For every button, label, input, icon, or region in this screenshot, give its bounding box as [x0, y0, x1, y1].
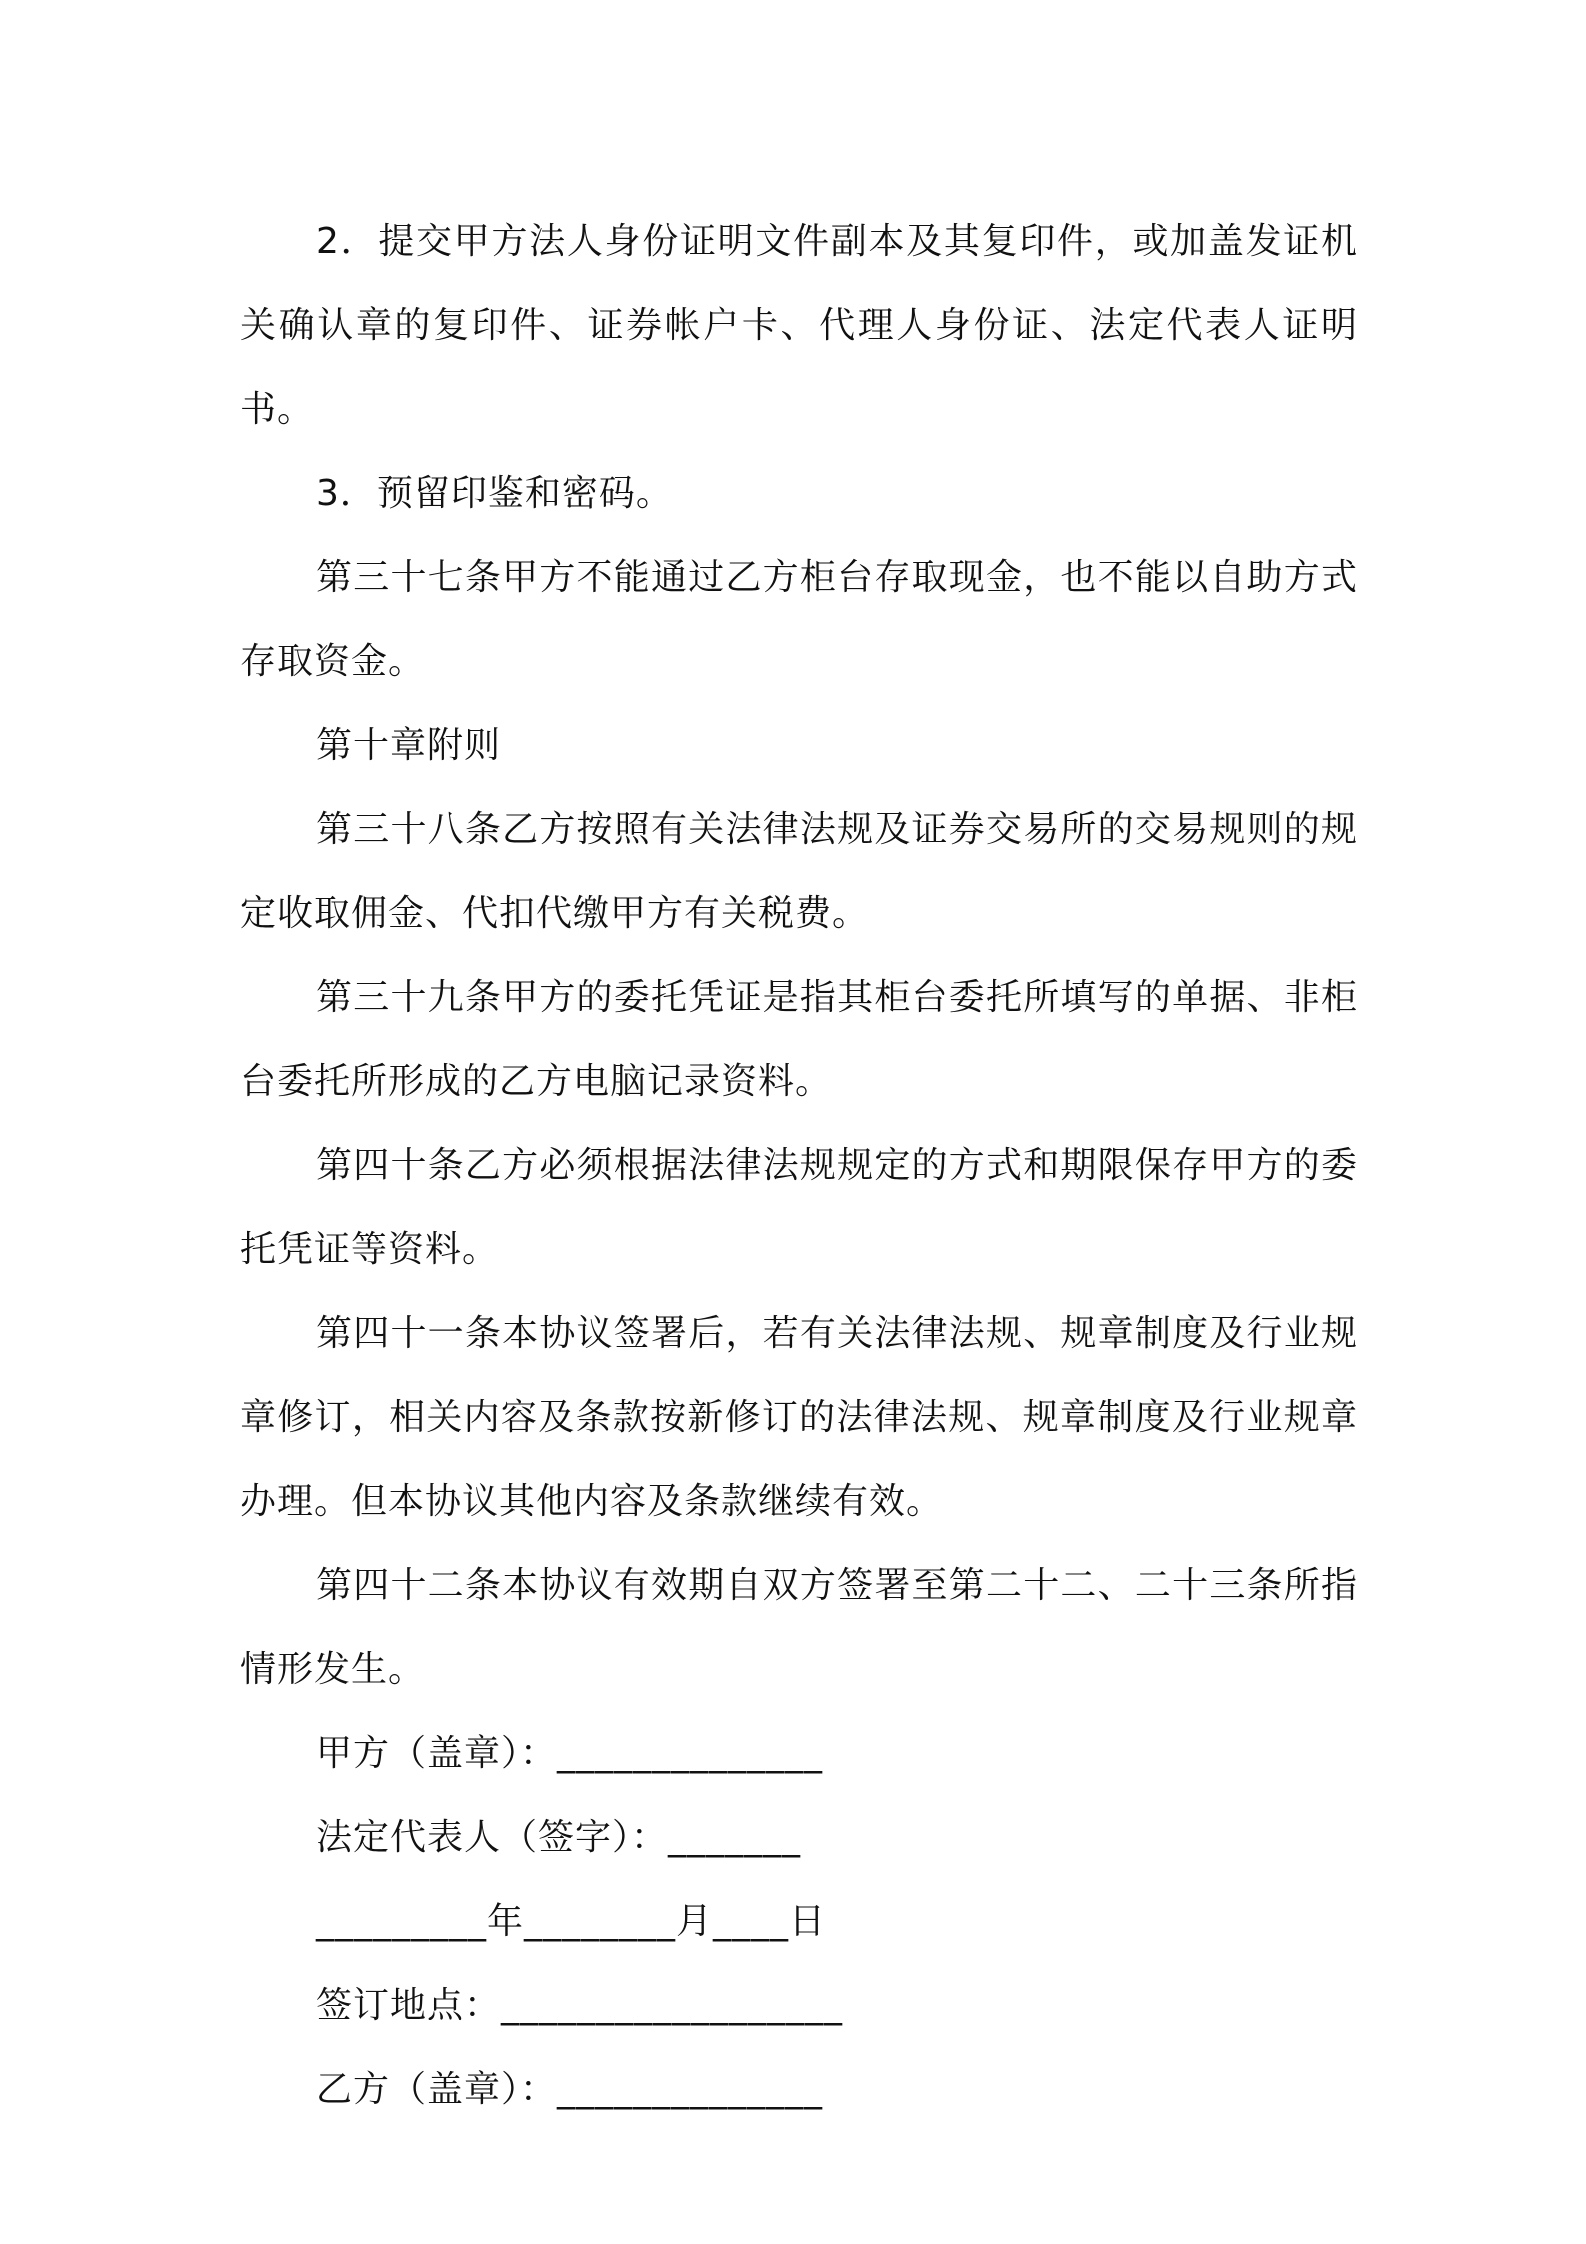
signing-location-line: 签订地点：__________________ — [316, 1985, 844, 2026]
party-a-seal-line: 甲方（盖章）：______________ — [316, 1733, 824, 1774]
article-39: 第三十九条甲方的委托凭证是指其柜台委托所填写的单据、非柜台委托所形成的乙方电脑记录资料。 — [240, 977, 1358, 1102]
party-b-seal-line: 乙方（盖章）：______________ — [316, 2069, 824, 2110]
date-line: _________年________月____日 — [316, 1901, 826, 1942]
legal-representative-signature-line: 法定代表人（签字）：_______ — [316, 1817, 802, 1858]
article-42: 第四十二条本协议有效期自双方签署至第二十二、二十三条所指情形发生。 — [240, 1565, 1358, 1690]
article-38: 第三十八条乙方按照有关法律法规及证券交易所的交易规则的规定收取佣金、代扣代缴甲方有关税费。 — [240, 809, 1358, 934]
paragraph-item-2: 2．提交甲方法人身份证明文件副本及其复印件，或加盖发证机关确认章的复印件、证券帐户卡、代理人身份证、法定代表人证明书。 — [240, 221, 1358, 430]
article-37: 第三十七条甲方不能通过乙方柜台存取现金，也不能以自助方式存取资金。 — [240, 557, 1358, 682]
article-41: 第四十一条本协议签署后，若有关法律法规、规章制度及行业规章修订，相关内容及条款按新修订的法律法规、规章制度及行业规章办理。但本协议其他内容及条款继续有效。 — [240, 1313, 1358, 1522]
document-body — [240, 200, 1358, 2132]
paragraph-item-3: 3．预留印鉴和密码。 — [316, 473, 673, 514]
article-40: 第四十条乙方必须根据法律法规规定的方式和期限保存甲方的委托凭证等资料。 — [240, 1145, 1358, 1270]
chapter-10-heading: 第十章附则 — [316, 725, 502, 766]
